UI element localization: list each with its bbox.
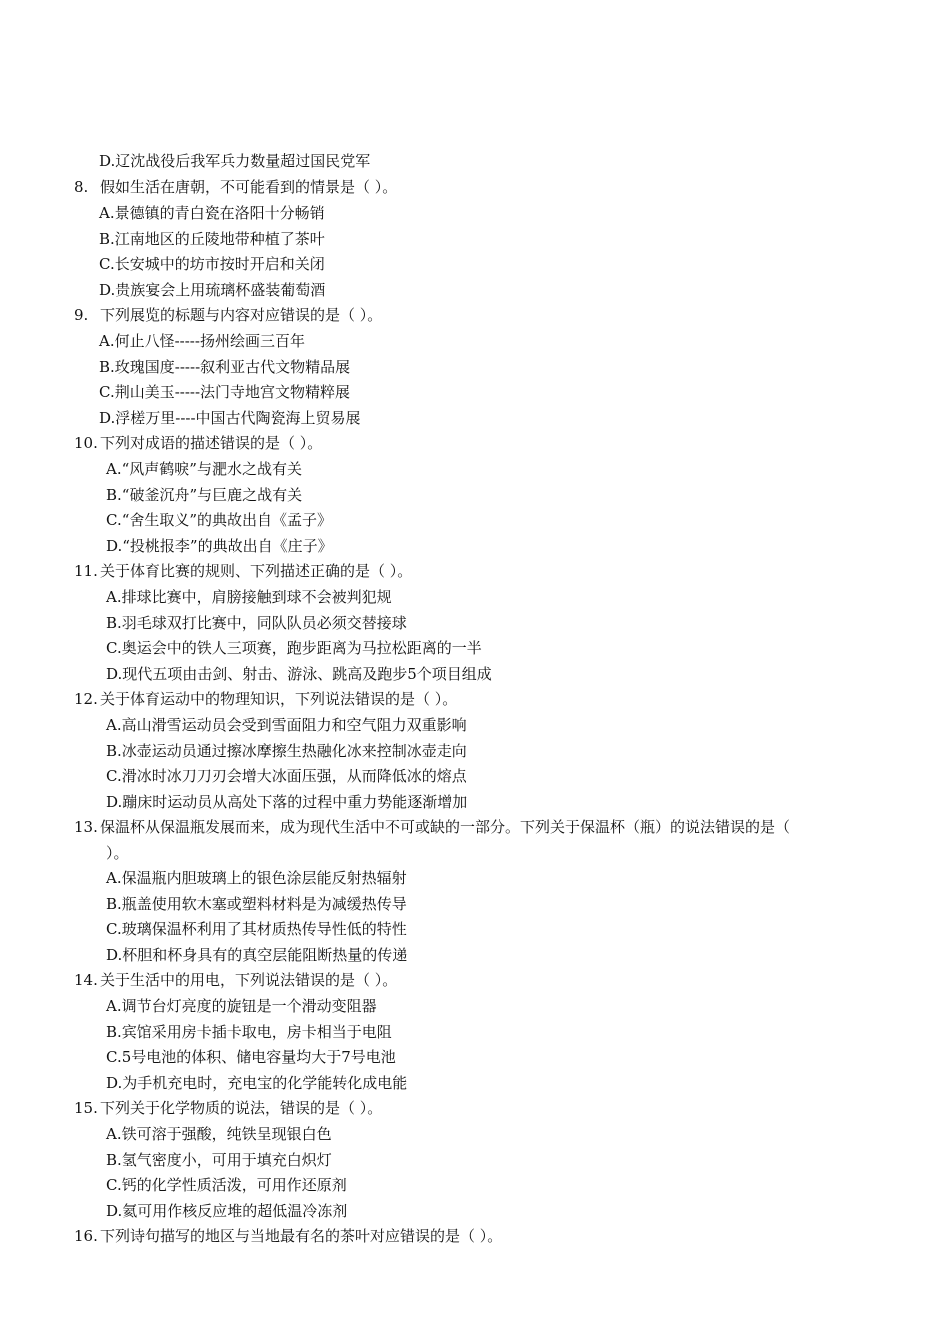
option-13a: A.保温瓶内胆玻璃上的银色涂层能反射热辐射 <box>106 869 407 887</box>
option-9c: C.荆山美玉-----法门寺地宫文物精粹展 <box>99 383 351 401</box>
option-11b: B.羽毛球双打比赛中，同队队员必须交替接球 <box>106 614 407 632</box>
question-10 <box>74 432 322 454</box>
question-13 <box>74 816 790 838</box>
question-8 <box>74 176 397 198</box>
option-8d: D.贵族宴会上用琉璃杯盛装葡萄酒 <box>99 281 326 299</box>
question-14 <box>74 969 397 991</box>
option-10d: D.“投桃报李”的典故出自《庄子》 <box>106 537 333 555</box>
option-14c: C.5号电池的体积、储电容量均大于7号电池 <box>106 1048 396 1066</box>
question-number: 10. <box>74 434 98 452</box>
question-13-continuation: ）。 <box>106 844 129 862</box>
question-15 <box>74 1097 382 1119</box>
option-15c: C.钙的化学性质活泼，可用作还原剂 <box>106 1176 347 1194</box>
question-11 <box>74 560 412 582</box>
option-14a: A.调节台灯亮度的旋钮是一个滑动变阻器 <box>106 997 377 1015</box>
question-number: 11. <box>74 562 98 580</box>
option-15b: B.氢气密度小，可用于填充白炽灯 <box>106 1151 332 1169</box>
option-14d: D.为手机充电时，充电宝的化学能转化成电能 <box>106 1074 408 1092</box>
option-12b: B.冰壶运动员通过擦冰摩擦生热融化冰来控制冰壶走向 <box>106 742 467 760</box>
option-8b: B.江南地区的丘陵地带种植了茶叶 <box>99 230 325 248</box>
option-12d: D.蹦床时运动员从高处下落的过程中重力势能逐渐增加 <box>106 793 468 811</box>
option-15d: D.氦可用作核反应堆的超低温冷冻剂 <box>106 1202 348 1220</box>
question-stem: 假如生活在唐朝，不可能看到的情景是（ ）。 <box>100 178 398 196</box>
question-stem: 下列展览的标题与内容对应错误的是（ ）。 <box>100 306 383 324</box>
option-13c: C.玻璃保温杯利用了其材质热传导性低的特性 <box>106 920 407 938</box>
question-stem: 保温杯从保温瓶发展而来，成为现代生活中不可或缺的一部分。下列关于保温杯（瓶）的说法错误的是（ <box>100 818 791 836</box>
question-9 <box>74 304 382 326</box>
option-10c: C.“舍生取义”的典故出自《孟子》 <box>106 511 333 529</box>
question-stem: 下列关于化学物质的说法，错误的是（ ）。 <box>100 1099 383 1117</box>
question-stem: 关于体育比赛的规则、下列描述正确的是（ ）。 <box>100 562 413 580</box>
option-11a: A.排球比赛中，肩膀接触到球不会被判犯规 <box>106 588 392 606</box>
option-7d: D.辽沈战役后我军兵力数量超过国民党军 <box>99 152 371 170</box>
question-number: 14. <box>74 971 98 989</box>
question-number: 13. <box>74 818 98 836</box>
question-number: 12. <box>74 690 98 708</box>
question-number: 16. <box>74 1227 98 1245</box>
question-12 <box>74 688 457 710</box>
option-10b: B.“破釜沉舟”与巨鹿之战有关 <box>106 486 303 504</box>
option-15a: A.铁可溶于强酸，纯铁呈现银白色 <box>106 1125 332 1143</box>
option-11c: C.奥运会中的铁人三项赛，跑步距离为马拉松距离的一半 <box>106 639 482 657</box>
option-13d: D.杯胆和杯身具有的真空层能阻断热量的传递 <box>106 946 408 964</box>
option-9d: D.浮槎万里----中国古代陶瓷海上贸易展 <box>99 409 361 427</box>
option-11d: D.现代五项由击剑、射击、游泳、跳高及跑步5个项目组成 <box>106 665 492 683</box>
question-stem: 关于生活中的用电，下列说法错误的是（ ）。 <box>100 971 398 989</box>
question-number: 15. <box>74 1099 98 1117</box>
option-14b: B.宾馆采用房卡插卡取电，房卡相当于电阻 <box>106 1023 392 1041</box>
option-12a: A.高山滑雪运动员会受到雪面阻力和空气阻力双重影响 <box>106 716 467 734</box>
option-10a: A.“风声鹤唳”与淝水之战有关 <box>106 460 302 478</box>
option-12c: C.滑冰时冰刀刀刃会增大冰面压强，从而降低冰的熔点 <box>106 767 467 785</box>
option-9a: A.何止八怪-----扬州绘画三百年 <box>99 332 305 350</box>
question-stem: 下列诗句描写的地区与当地最有名的茶叶对应错误的是（ ）。 <box>100 1227 503 1245</box>
option-9b: B.玫瑰国度-----叙利亚古代文物精品展 <box>99 358 351 376</box>
option-8a: A.景德镇的青白瓷在洛阳十分畅销 <box>99 204 325 222</box>
question-number: 8. <box>74 178 89 196</box>
question-stem: 下列对成语的描述错误的是（ ）。 <box>100 434 323 452</box>
option-8c: C.长安城中的坊市按时开启和关闭 <box>99 255 325 273</box>
question-stem: 关于体育运动中的物理知识，下列说法错误的是（ ）。 <box>100 690 458 708</box>
option-13b: B.瓶盖使用软木塞或塑料材料是为减缓热传导 <box>106 895 407 913</box>
question-16 <box>74 1225 502 1247</box>
question-number: 9. <box>74 306 89 324</box>
